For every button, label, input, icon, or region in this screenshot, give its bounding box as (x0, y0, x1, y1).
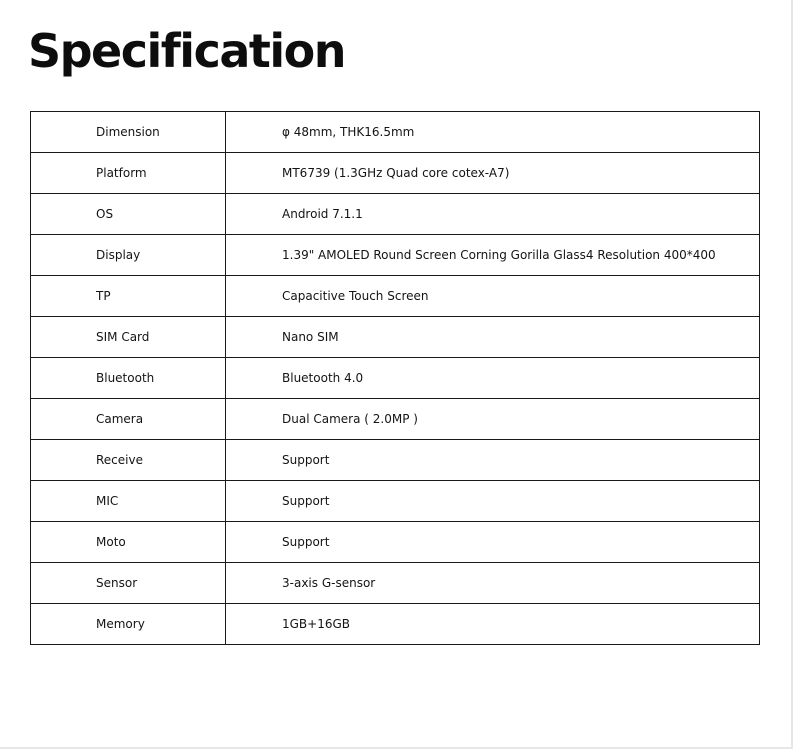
table-row (31, 358, 760, 399)
spec-table (30, 111, 760, 645)
table-row (31, 604, 760, 645)
row-value: Support (226, 481, 760, 522)
row-label: Platform (31, 153, 226, 194)
row-value: MT6739 (1.3GHz Quad core cotex-A7) (226, 153, 760, 194)
table-row (31, 440, 760, 481)
row-value: 3-axis G-sensor (226, 563, 760, 604)
table-row (31, 112, 760, 153)
row-label: Dimension (31, 112, 226, 153)
row-label: MIC (31, 481, 226, 522)
row-label: SIM Card (31, 317, 226, 358)
row-label: Memory (31, 604, 226, 645)
table-row (31, 153, 760, 194)
row-label: OS (31, 194, 226, 235)
row-label: Receive (31, 440, 226, 481)
row-label: Sensor (31, 563, 226, 604)
table-row (31, 563, 760, 604)
table-row (31, 317, 760, 358)
row-value: Nano SIM (226, 317, 760, 358)
row-label: Display (31, 235, 226, 276)
row-label: Moto (31, 522, 226, 563)
row-label: TP (31, 276, 226, 317)
row-label: Camera (31, 399, 226, 440)
table-row (31, 194, 760, 235)
row-value: 1GB+16GB (226, 604, 760, 645)
table-row (31, 522, 760, 563)
row-value: Dual Camera ( 2.0MP ) (226, 399, 760, 440)
row-value: Support (226, 440, 760, 481)
page-title: Specification (28, 24, 345, 78)
row-label: Bluetooth (31, 358, 226, 399)
row-value: Support (226, 522, 760, 563)
row-value: Capacitive Touch Screen (226, 276, 760, 317)
row-value: 1.39" AMOLED Round Screen Corning Gorilla Glass4 Resolution 400*400 (226, 235, 760, 276)
table-row (31, 235, 760, 276)
row-value: φ 48mm, THK16.5mm (226, 112, 760, 153)
table-row (31, 481, 760, 522)
table-row (31, 399, 760, 440)
row-value: Bluetooth 4.0 (226, 358, 760, 399)
table-row (31, 276, 760, 317)
row-value: Android 7.1.1 (226, 194, 760, 235)
